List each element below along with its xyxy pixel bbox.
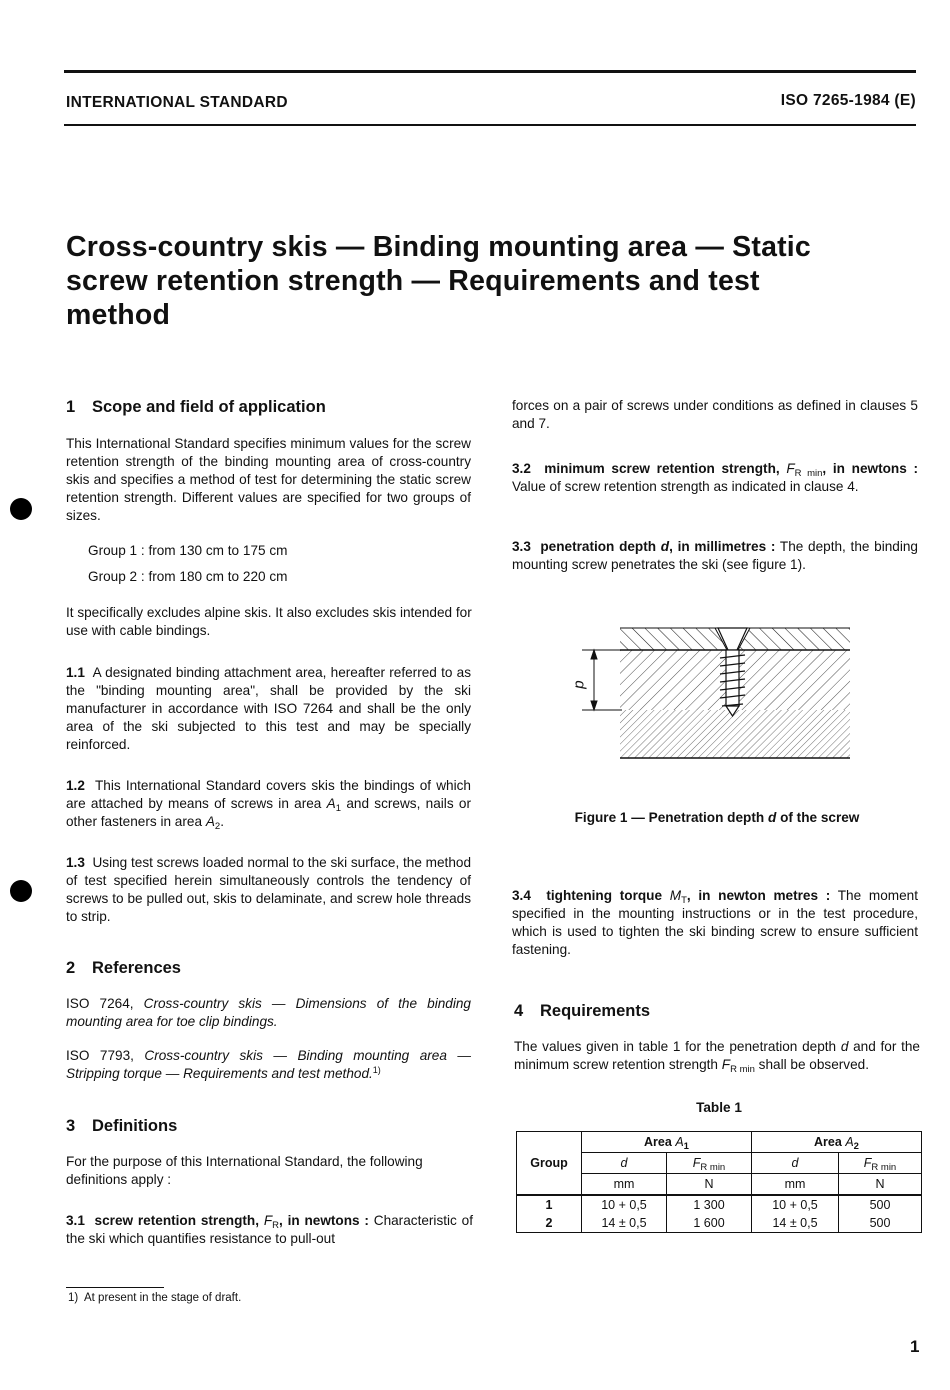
table-row: 2 14 ± 0,5 1 600 14 ± 0,5 500 bbox=[517, 1213, 922, 1233]
table-row: 1 10 + 0,5 1 300 10 + 0,5 500 bbox=[517, 1195, 922, 1213]
reference-iso-7793: ISO 7793, Cross-country skis — Binding mounting area — Stripping torque — Requirements and test method.$^{1)}$ bbox=[66, 1048, 471, 1081]
clause-1-2: 1.2 This International Standard covers skis the bindings of which are attached by means of screws in area $A_1$ and screws, nails or other fasteners in area $A_2$. bbox=[66, 778, 471, 832]
figure-1-caption: Figure 1 — Penetration depth d of the screw bbox=[574, 810, 860, 825]
definition-3-4: 3.4 tightening torque $M_T$, in newton metres : The moment specified in the mounting instructions or in the test procedure, which is used to tighten the ski binding screw to ensure sufficient fastening. bbox=[512, 888, 918, 957]
section-3-intro: For the purpose of this International Standard, the following definitions apply : bbox=[66, 1154, 423, 1187]
footnote: 1) At present in the stage of draft. bbox=[68, 1292, 242, 1304]
definition-3-1-continued: forces on a pair of screws under conditions as defined in clauses 5 and 7. bbox=[512, 398, 918, 431]
definition-3-3: 3.3 penetration depth d, in millimetres : The depth, the binding mounting screw penetrates the ski (see figure 1). bbox=[512, 539, 918, 572]
ski-lower-layer bbox=[620, 710, 850, 758]
header-right: ISO 7265-1984 (E) bbox=[780, 92, 916, 109]
section-1-para: This International Standard specifies minimum values for the screw retention strength of the binding mounting area of cross-country skis and specifies a method of test for determining the static screw retention strength. Different values are specified for two groups of sizes. bbox=[66, 436, 471, 523]
table-1: Area $A_1$ Area $A_2$ Group d $F_{R min}$ d $F_{R min}$ mm N mm N 1 10 + 0,5 1 300 10 + 0,5 500 2 14 ± 0,5 1 600 14 ± 0,5 500 bbox=[516, 1131, 922, 1233]
title-line-2: screw retention strength — Requirements and test bbox=[66, 265, 760, 297]
title-line-1: Cross-country skis — Binding mounting area — Static bbox=[66, 231, 811, 263]
section-4-para: The values given in table 1 for the penetration depth d and for the minimum screw retention strength $F_{R min}$ shall be observed. bbox=[514, 1039, 920, 1075]
header-left: INTERNATIONAL STANDARD bbox=[66, 94, 288, 111]
document-title bbox=[66, 230, 926, 332]
table-area-2-header: Area $A_2$ bbox=[752, 1132, 922, 1153]
footnote-rule bbox=[66, 1287, 164, 1288]
header-bottom-rule bbox=[64, 124, 916, 126]
section-3-heading: 3 Definitions bbox=[66, 1117, 178, 1135]
table-area-1-header: Area $A_1$ bbox=[582, 1132, 752, 1153]
title-line-3: method bbox=[66, 299, 171, 331]
group-1-range: Group 1 : from 130 cm to 175 cm bbox=[88, 543, 288, 558]
clause-1-1: 1.1 A designated binding attachment area, hereafter referred to as the "binding mounting area", shall be provided by the ski manufacturer in accordance with ISO 7264 and shall be the only area of the ski subjected to this test and may be specially reinforced. bbox=[66, 665, 471, 752]
figure-1-diagram bbox=[560, 620, 860, 770]
section-4-heading: 4 Requirements bbox=[514, 1002, 651, 1020]
margin-bullet bbox=[10, 498, 32, 520]
definition-3-2: 3.2 minimum screw retention strength, $F_{R min}$, in newtons : Value of screw retention strength as indicated in clause 4. bbox=[512, 461, 918, 494]
definition-3-1: 3.1 screw retention strength, $F_R$, in newtons : Characteristic of the ski which quantifies resistance to pull-out bbox=[66, 1213, 473, 1246]
section-1-excludes: It specifically excludes alpine skis. It also excludes skis intended for use with cable bindings. bbox=[66, 605, 472, 638]
section-2-heading: 2 References bbox=[66, 959, 181, 977]
clause-1-3: 1.3 Using test screws loaded normal to the ski surface, the method of test specified herein simultaneously controls the tendency of screws to be pulled out, skis to delaminate, and screw hole threads to strip. bbox=[66, 855, 472, 924]
dimension-label-d: d bbox=[571, 680, 589, 689]
page-number: 1 bbox=[910, 1337, 920, 1356]
header-top-rule bbox=[64, 70, 916, 73]
margin-bullet bbox=[10, 880, 32, 902]
table-group-header: Group bbox=[517, 1153, 582, 1174]
table-1-title: Table 1 bbox=[696, 1100, 742, 1115]
reference-iso-7264: ISO 7264, Cross-country skis — Dimensions of the binding mounting area for toe clip bindings. bbox=[66, 996, 471, 1029]
group-2-range: Group 2 : from 180 cm to 220 cm bbox=[88, 569, 288, 584]
section-1-heading: 1 Scope and field of application bbox=[66, 398, 326, 416]
